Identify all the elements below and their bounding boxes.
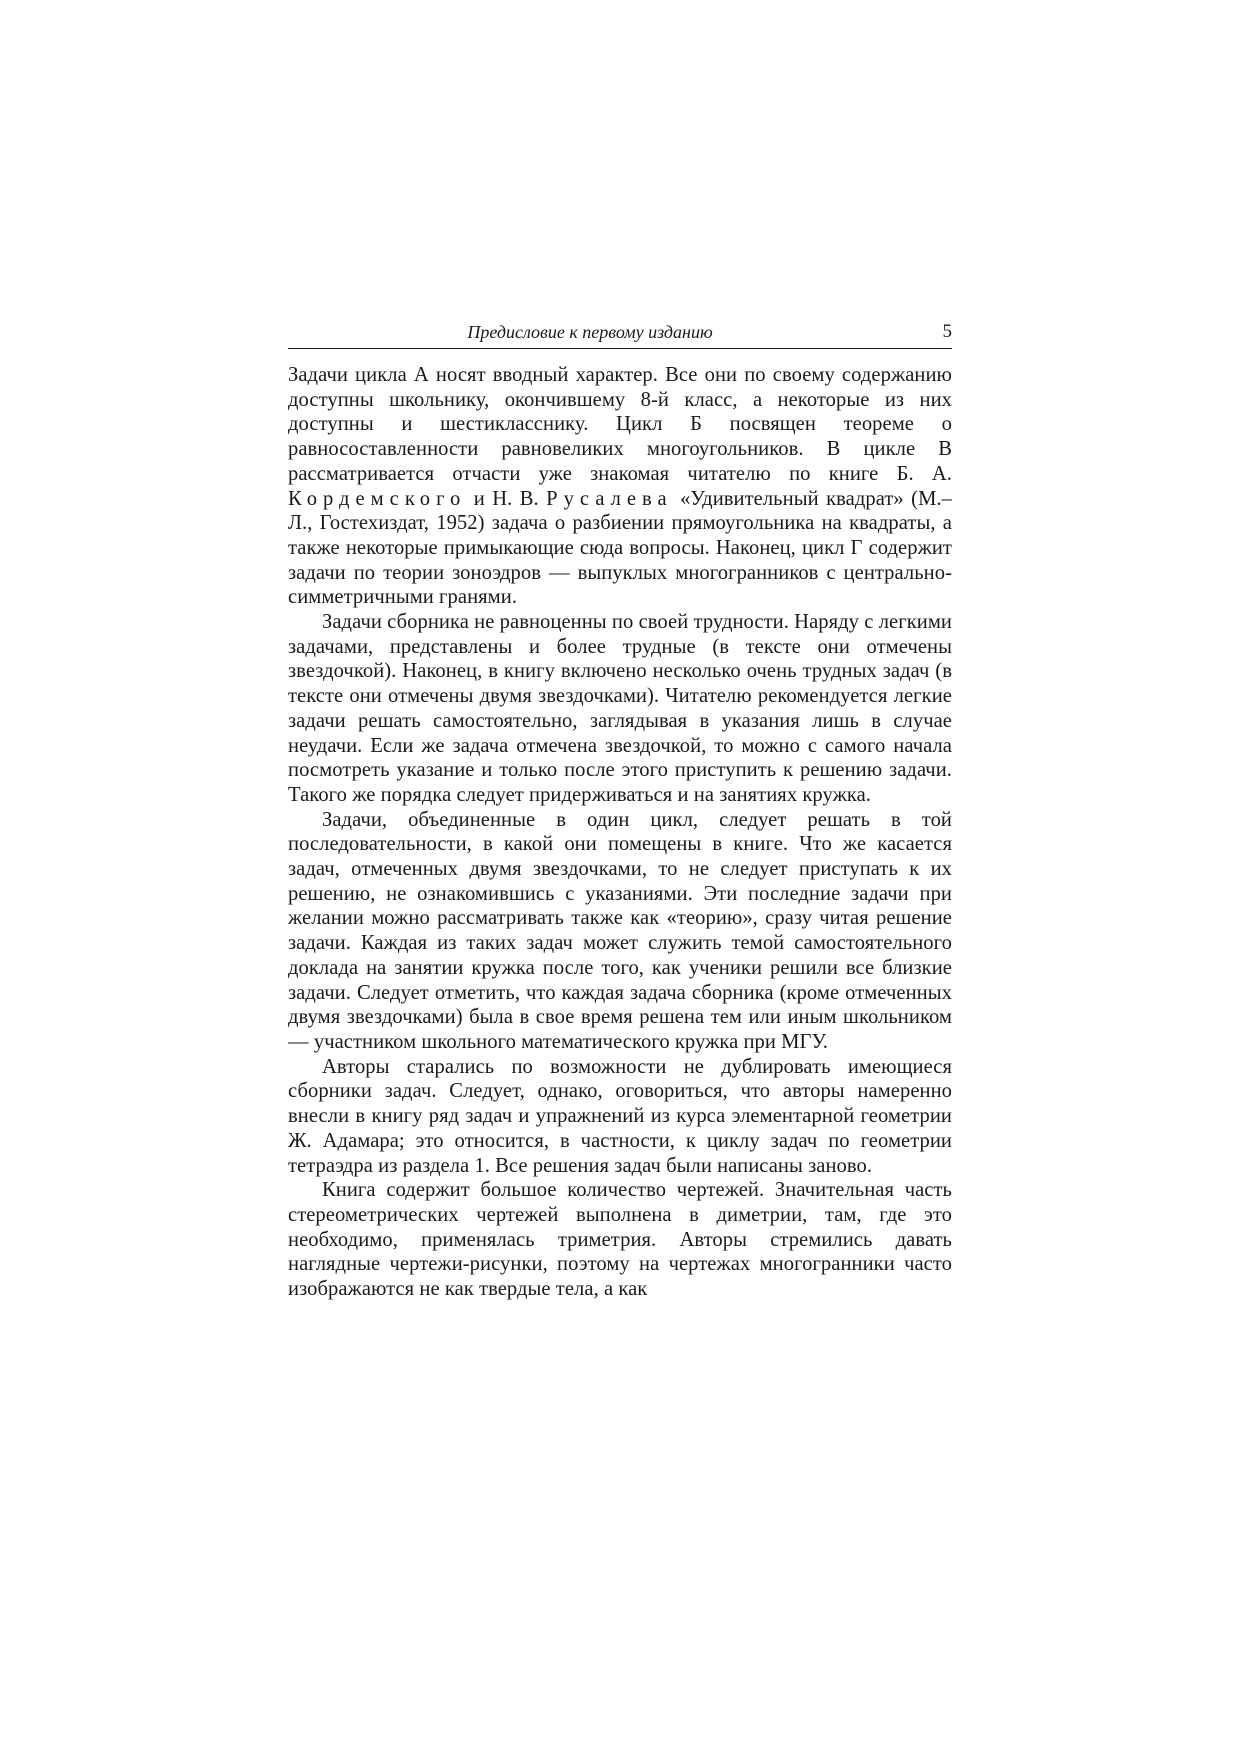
paragraph-1-part-3: «Удивительный квадрат» (М.–Л., Гостехиздат, 1952) задача о разбиении прямоугольника на квадраты, а также некоторые примыкающие сюда вопросы. Наконец, цикл Г содержит задачи по теории зоноэдров — выпуклых многогранников с центрально-симметричными гранями. xyxy=(288,487,952,609)
paragraph-3: Задачи, объединенные в один цикл, следует решать в той последовательности, в какой они помещены в книге. Что же касается задач, отмеченных двумя звездочками, то не следует приступать к их решению, не ознакомившись с указаниями. Эти последние задачи при желании можно рассматривать также как «теорию», сразу читая решение задачи. Каждая из таких задач может служить темой самостоятельного доклада на занятии кружка после того, как ученики решили все близкие задачи. Следует отметить, что каждая задача сборника (кроме отмеченных двумя звездочками) была в свое время решена тем или иным школьником — участником школьного математического кружка при МГУ. xyxy=(288,808,952,1053)
running-header xyxy=(288,318,952,349)
author-name-kordemsky: Кордемского xyxy=(288,487,467,510)
paragraph-1-part-2: и Н. В. xyxy=(466,487,547,510)
body-text xyxy=(288,363,952,1302)
paragraph-4: Авторы старались по возможности не дублировать имеющиеся сборники задач. Следует, однако, оговориться, что авторы намеренно внесли в книгу ряд задач и упражнений из курса элементарной геометрии Ж. Адамара; это относится, в частности, к циклу задач по геометрии тетраэдра из раздела 1. Все решения задач были написаны заново. xyxy=(288,1055,952,1177)
page-number: 5 xyxy=(942,321,952,342)
paragraph-2: Задачи сборника не равноценны по своей трудности. Наряду с легкими задачами, представлены и более трудные (в тексте они отмечены звездочкой). Наконец, в книгу включено несколько очень трудных задач (в тексте они отмечены двумя звездочками). Читателю рекомендуется легкие задачи решать самостоятельно, заглядывая в указания лишь в случае неудачи. Если же задача отмечена звездочкой, то можно с самого начала посмотреть указание и только после этого приступить к решению задачи. Такого же порядка следует придерживаться и на занятиях кружка. xyxy=(288,611,952,806)
paragraph-1-part-1: Задачи цикла А носят вводный характер. Все они по своему содержанию доступны школьнику, окончившему 8-й класс, а некоторые из них доступны и шестикласснику. Цикл Б посвящен теореме о равносоставленности равновеликих многоугольников. В цикле В рассматривается отчасти уже знакомая читателю по книге Б. А. xyxy=(288,364,952,485)
running-title: Предисловие к первому изданию xyxy=(467,322,713,342)
book-page xyxy=(288,318,952,1302)
paragraph-1 xyxy=(288,363,952,610)
paragraph-5: Книга содержит большое количество чертежей. Значительная часть стереометрических чертежей выполнена в диметрии, там, где это необходимо, применялась триметрия. Авторы стремились давать наглядные чертежи-рисунки, поэтому на чертежах многогранники часто изображаются не как твердые тела, а как xyxy=(288,1179,952,1301)
author-name-rusalev: Русалева xyxy=(546,487,673,510)
